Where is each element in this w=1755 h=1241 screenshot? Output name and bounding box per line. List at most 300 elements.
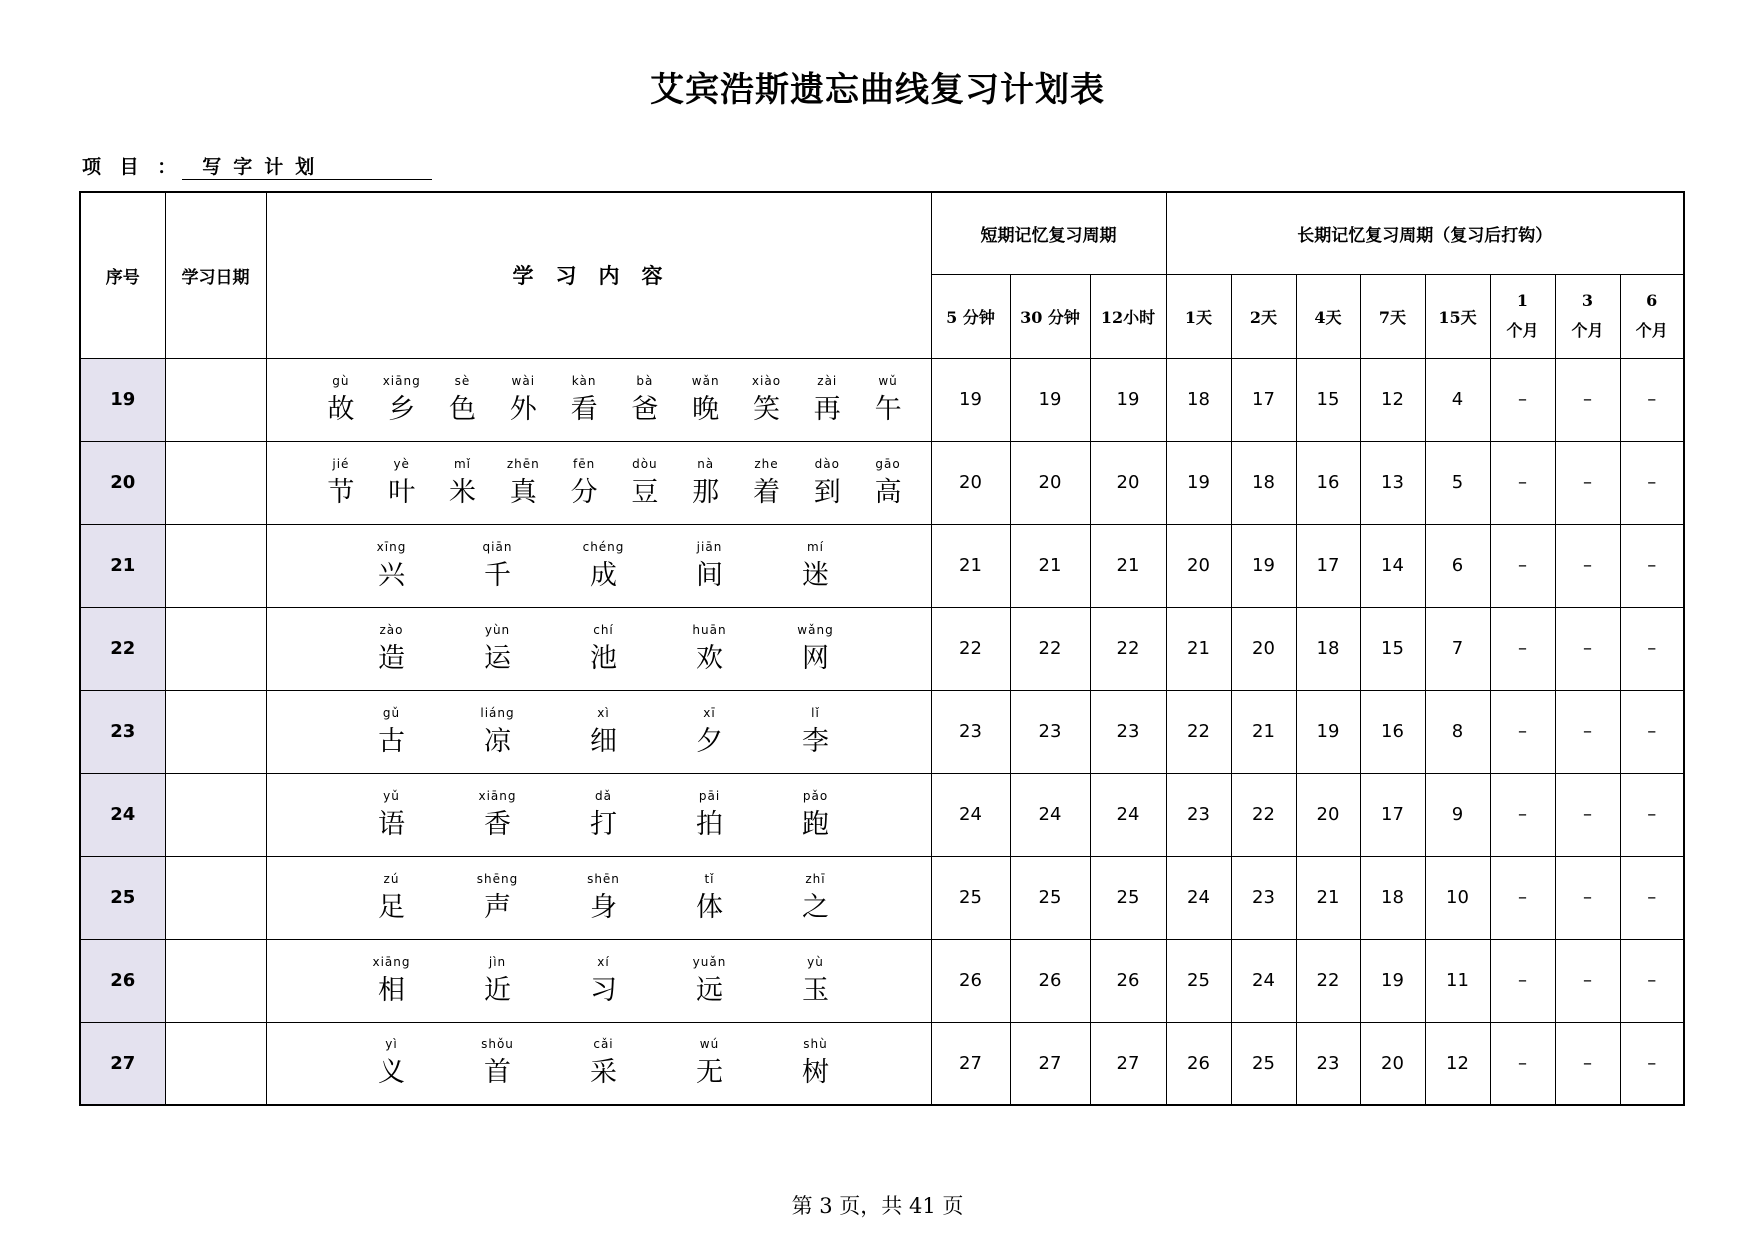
long-review-cell[interactable]: –: [1490, 607, 1555, 690]
long-review-cell[interactable]: 21: [1296, 856, 1360, 939]
row-seq: 27: [80, 1022, 165, 1105]
character-item: [551, 869, 657, 927]
row-study-date[interactable]: [165, 607, 266, 690]
character-item: [657, 786, 763, 844]
pinyin: xí: [597, 954, 610, 969]
pinyin: gù: [332, 373, 350, 388]
pinyin: shǒu: [481, 1037, 514, 1052]
character-item: [339, 1034, 445, 1092]
pinyin: dǎ: [595, 788, 612, 803]
hanzi: 采: [590, 1057, 617, 1089]
pinyin: liáng: [480, 705, 515, 720]
page-title: 艾宾浩斯遗忘曲线复习计划表: [650, 70, 1105, 110]
character-item: [371, 371, 432, 429]
row-study-date[interactable]: [165, 690, 266, 773]
hanzi: 凉: [484, 725, 511, 757]
long-review-cell[interactable]: 21: [1231, 690, 1296, 773]
character-item: [339, 537, 445, 595]
pinyin: wú: [699, 1037, 720, 1052]
character-item: [445, 537, 551, 595]
long-review-cell[interactable]: 24: [1231, 939, 1296, 1022]
short-review-cell[interactable]: 19: [1010, 358, 1090, 441]
short-review-cell[interactable]: 27: [1010, 1022, 1090, 1105]
header-long-day: 7天: [1360, 274, 1425, 358]
character-item: [493, 371, 554, 429]
character-item: [445, 1034, 551, 1092]
row-study-date[interactable]: [165, 1022, 266, 1105]
project-line: [82, 152, 432, 180]
character-item: [432, 454, 493, 512]
hanzi: 看: [570, 393, 598, 425]
row-seq: 25: [80, 856, 165, 939]
character-item: [657, 620, 763, 678]
character-item: [339, 869, 445, 927]
pinyin: yǔ: [383, 788, 400, 803]
pinyin: zhī: [805, 871, 826, 886]
character-item: [763, 620, 869, 678]
character-item: [763, 786, 869, 844]
character-item: [551, 786, 657, 844]
character-item: [339, 620, 445, 678]
hanzi: 打: [590, 808, 617, 840]
short-review-cell[interactable]: 19: [931, 358, 1010, 441]
hanzi: 古: [378, 725, 405, 757]
long-review-cell[interactable]: –: [1620, 856, 1684, 939]
character-item: [551, 620, 657, 678]
long-review-cell[interactable]: 18: [1296, 607, 1360, 690]
short-review-cell[interactable]: 20: [1010, 441, 1090, 524]
pinyin: yì: [385, 1037, 398, 1052]
row-study-date[interactable]: [165, 441, 266, 524]
hanzi: 爸: [631, 393, 659, 425]
short-review-cell[interactable]: 26: [931, 939, 1010, 1022]
hanzi: 色: [448, 393, 476, 425]
long-review-cell[interactable]: –: [1620, 524, 1684, 607]
long-review-cell[interactable]: 17: [1231, 358, 1296, 441]
hanzi: 午: [874, 393, 902, 425]
long-review-cell[interactable]: –: [1620, 773, 1684, 856]
hanzi: 无: [696, 1057, 723, 1089]
hanzi: 着: [752, 476, 780, 508]
pinyin: shù: [803, 1037, 828, 1052]
short-review-cell[interactable]: 23: [931, 690, 1010, 773]
hanzi: 兴: [378, 559, 405, 591]
row-seq: 21: [80, 524, 165, 607]
table-row: [80, 690, 1684, 773]
long-review-cell[interactable]: 23: [1166, 773, 1231, 856]
project-label: 项 目 ：: [82, 156, 183, 178]
long-review-cell[interactable]: 23: [1296, 1022, 1360, 1105]
hanzi: 故: [327, 393, 355, 425]
character-item: [551, 537, 657, 595]
pinyin: yuǎn: [692, 954, 727, 969]
header-short-term: 短期记忆复习周期: [931, 192, 1166, 274]
character-item: [657, 1034, 763, 1092]
long-review-cell[interactable]: 20: [1231, 607, 1296, 690]
pinyin: fēn: [572, 456, 596, 471]
long-review-cell[interactable]: 19: [1231, 524, 1296, 607]
long-review-cell[interactable]: 18: [1231, 441, 1296, 524]
row-seq: 23: [80, 690, 165, 773]
hanzi: 足: [378, 891, 405, 923]
row-study-date[interactable]: [165, 773, 266, 856]
pinyin: wài: [511, 373, 536, 388]
long-review-cell[interactable]: 12: [1360, 358, 1425, 441]
short-review-cell[interactable]: 23: [1090, 690, 1166, 773]
long-review-cell[interactable]: –: [1490, 358, 1555, 441]
hanzi: 造: [378, 642, 405, 674]
hanzi: 外: [509, 393, 537, 425]
table-row: [80, 939, 1684, 1022]
hanzi: 再: [813, 393, 841, 425]
character-item: [763, 1034, 869, 1092]
header-content: 学习内容: [266, 192, 931, 358]
hanzi: 夕: [696, 725, 723, 757]
character-item: [445, 703, 551, 761]
character-item: [675, 371, 736, 429]
pinyin: zào: [379, 622, 404, 637]
row-content: [266, 441, 931, 524]
row-seq: 24: [80, 773, 165, 856]
pinyin: sè: [454, 373, 471, 388]
row-seq: 19: [80, 358, 165, 441]
hanzi: 首: [484, 1057, 511, 1089]
character-item: [339, 952, 445, 1010]
long-review-cell[interactable]: 16: [1296, 441, 1360, 524]
pinyin: shēng: [476, 871, 519, 886]
long-review-cell[interactable]: 22: [1296, 939, 1360, 1022]
character-item: [797, 371, 858, 429]
long-review-cell[interactable]: 18: [1360, 856, 1425, 939]
character-item: [657, 703, 763, 761]
long-review-cell[interactable]: –: [1555, 524, 1620, 607]
long-review-cell[interactable]: 25: [1166, 939, 1231, 1022]
short-review-cell[interactable]: 25: [1010, 856, 1090, 939]
long-review-cell[interactable]: 15: [1296, 358, 1360, 441]
character-item: [445, 620, 551, 678]
pinyin: jìn: [488, 954, 507, 969]
hanzi: 身: [590, 891, 617, 923]
short-review-cell[interactable]: 21: [1010, 524, 1090, 607]
long-review-cell[interactable]: 23: [1231, 856, 1296, 939]
long-review-cell[interactable]: –: [1490, 441, 1555, 524]
hanzi: 豆: [631, 476, 659, 508]
pinyin: xiāng: [382, 373, 421, 388]
pinyin: lǐ: [811, 705, 820, 720]
long-review-cell[interactable]: –: [1620, 690, 1684, 773]
pinyin: xì: [597, 705, 610, 720]
hanzi: 分: [570, 476, 598, 508]
character-item: [445, 786, 551, 844]
character-item: [614, 454, 675, 512]
long-review-cell[interactable]: 4: [1425, 358, 1490, 441]
pinyin: mǐ: [453, 456, 471, 471]
hanzi: 习: [590, 974, 617, 1006]
long-review-cell[interactable]: 7: [1425, 607, 1490, 690]
long-review-cell[interactable]: –: [1555, 690, 1620, 773]
long-review-cell[interactable]: 15: [1360, 607, 1425, 690]
character-item: [554, 371, 615, 429]
long-review-cell[interactable]: –: [1620, 358, 1684, 441]
character-item: [736, 454, 797, 512]
character-item: [763, 537, 869, 595]
character-item: [675, 454, 736, 512]
long-review-cell[interactable]: 18: [1166, 358, 1231, 441]
pinyin: bà: [636, 373, 654, 388]
pinyin: dào: [814, 456, 840, 471]
pinyin: nà: [697, 456, 715, 471]
hanzi: 树: [802, 1057, 829, 1089]
long-review-cell[interactable]: –: [1555, 607, 1620, 690]
header-seq: 序号: [80, 192, 165, 358]
row-study-date[interactable]: [165, 524, 266, 607]
page-footer: 第 3 页，共 41 页: [791, 1194, 964, 1218]
long-review-cell[interactable]: 20: [1360, 1022, 1425, 1105]
character-item: [657, 952, 763, 1010]
long-review-cell[interactable]: –: [1555, 1022, 1620, 1105]
hanzi: 声: [484, 891, 511, 923]
hanzi: 真: [509, 476, 537, 508]
character-item: [445, 952, 551, 1010]
hanzi: 之: [802, 891, 829, 923]
row-content: [266, 607, 931, 690]
pinyin: tǐ: [704, 871, 715, 886]
pinyin: zhe: [754, 456, 779, 471]
table-row: [80, 1022, 1684, 1105]
row-content: [266, 690, 931, 773]
table-row: [80, 856, 1684, 939]
short-review-cell[interactable]: 23: [1010, 690, 1090, 773]
hanzi: 笑: [752, 393, 780, 425]
hanzi: 近: [484, 974, 511, 1006]
hanzi: 迷: [802, 559, 829, 591]
hanzi: 米: [448, 476, 476, 508]
long-review-cell[interactable]: 19: [1166, 441, 1231, 524]
header-short-period: 12小时: [1090, 274, 1166, 358]
pinyin: xī: [703, 705, 716, 720]
long-review-cell[interactable]: 16: [1360, 690, 1425, 773]
long-review-cell[interactable]: 8: [1425, 690, 1490, 773]
character-item: [339, 786, 445, 844]
row-content: [266, 939, 931, 1022]
hanzi: 细: [590, 725, 617, 757]
row-study-date[interactable]: [165, 939, 266, 1022]
short-review-cell[interactable]: 24: [931, 773, 1010, 856]
short-review-cell[interactable]: 20: [1090, 441, 1166, 524]
pinyin: pāi: [698, 788, 721, 803]
long-review-cell[interactable]: –: [1620, 939, 1684, 1022]
pinyin: gǔ: [382, 705, 401, 720]
long-review-cell[interactable]: 21: [1166, 607, 1231, 690]
short-review-cell[interactable]: 21: [931, 524, 1010, 607]
row-seq: 26: [80, 939, 165, 1022]
header-long-month: 1 个月: [1490, 274, 1555, 358]
long-review-cell[interactable]: –: [1555, 856, 1620, 939]
hanzi: 晚: [692, 393, 720, 425]
character-item: [657, 869, 763, 927]
hanzi: 千: [484, 559, 511, 591]
hanzi: 欢: [696, 642, 723, 674]
pinyin: kàn: [571, 373, 597, 388]
long-review-cell[interactable]: 22: [1231, 773, 1296, 856]
pinyin: zú: [383, 871, 400, 886]
character-item: [445, 869, 551, 927]
pinyin: yù: [807, 954, 824, 969]
long-review-cell[interactable]: –: [1555, 773, 1620, 856]
short-review-cell[interactable]: 25: [931, 856, 1010, 939]
header-long-month: 6 个月: [1620, 274, 1684, 358]
pinyin: qiān: [482, 539, 513, 554]
pinyin: zhēn: [506, 456, 540, 471]
row-content: [266, 358, 931, 441]
hanzi: 体: [696, 891, 723, 923]
pinyin: wǎn: [691, 373, 720, 388]
long-review-cell[interactable]: 17: [1360, 773, 1425, 856]
long-review-cell[interactable]: 17: [1296, 524, 1360, 607]
short-review-cell[interactable]: 22: [1090, 607, 1166, 690]
pinyin: wǎng: [797, 622, 834, 637]
hanzi: 李: [802, 725, 829, 757]
header-short-period: 5 分钟: [931, 274, 1010, 358]
long-review-cell[interactable]: –: [1490, 1022, 1555, 1105]
character-item: [614, 371, 675, 429]
short-review-cell[interactable]: 26: [1090, 939, 1166, 1022]
pinyin: huān: [692, 622, 727, 637]
long-review-cell[interactable]: –: [1620, 441, 1684, 524]
character-item: [551, 1034, 657, 1092]
long-review-cell[interactable]: –: [1490, 524, 1555, 607]
character-item: [339, 703, 445, 761]
pinyin: xiào: [751, 373, 782, 388]
long-review-cell[interactable]: 19: [1296, 690, 1360, 773]
review-plan-table: [79, 191, 1685, 1106]
long-review-cell[interactable]: –: [1490, 690, 1555, 773]
table-row: [80, 358, 1684, 441]
table-row: [80, 773, 1684, 856]
header-short-period: 30 分钟: [1010, 274, 1090, 358]
long-review-cell[interactable]: –: [1490, 856, 1555, 939]
pinyin: yùn: [484, 622, 511, 637]
character-item: [763, 703, 869, 761]
short-review-cell[interactable]: 20: [931, 441, 1010, 524]
hanzi: 间: [696, 559, 723, 591]
long-review-cell[interactable]: 25: [1231, 1022, 1296, 1105]
pinyin: xiāng: [478, 788, 517, 803]
long-review-cell[interactable]: –: [1490, 939, 1555, 1022]
long-review-cell[interactable]: 20: [1166, 524, 1231, 607]
short-review-cell[interactable]: 22: [931, 607, 1010, 690]
long-review-cell[interactable]: 6: [1425, 524, 1490, 607]
pinyin: chéng: [582, 539, 625, 554]
header-long-day: 1天: [1166, 274, 1231, 358]
long-review-cell[interactable]: –: [1620, 607, 1684, 690]
hanzi: 成: [590, 559, 617, 591]
row-seq: 20: [80, 441, 165, 524]
row-study-date[interactable]: [165, 358, 266, 441]
short-review-cell[interactable]: 24: [1010, 773, 1090, 856]
header-long-day: 2天: [1231, 274, 1296, 358]
pinyin: xiāng: [372, 954, 411, 969]
long-review-cell[interactable]: 13: [1360, 441, 1425, 524]
long-review-cell[interactable]: 20: [1296, 773, 1360, 856]
row-content: [266, 1022, 931, 1105]
long-review-cell[interactable]: 10: [1425, 856, 1490, 939]
long-review-cell[interactable]: –: [1620, 1022, 1684, 1105]
short-review-cell[interactable]: 27: [1090, 1022, 1166, 1105]
character-item: [554, 454, 615, 512]
pinyin: yè: [393, 456, 410, 471]
pinyin: wǔ: [878, 373, 898, 388]
long-review-cell[interactable]: –: [1555, 939, 1620, 1022]
long-review-cell[interactable]: 19: [1360, 939, 1425, 1022]
long-review-cell[interactable]: –: [1490, 773, 1555, 856]
long-review-cell[interactable]: 22: [1166, 690, 1231, 773]
header-long-month: 3 个月: [1555, 274, 1620, 358]
short-review-cell[interactable]: 26: [1010, 939, 1090, 1022]
long-review-cell[interactable]: –: [1555, 441, 1620, 524]
short-review-cell[interactable]: 27: [931, 1022, 1010, 1105]
short-review-cell[interactable]: 21: [1090, 524, 1166, 607]
character-item: [763, 869, 869, 927]
row-seq: 22: [80, 607, 165, 690]
hanzi: 运: [484, 642, 511, 674]
short-review-cell[interactable]: 19: [1090, 358, 1166, 441]
character-item: [311, 454, 372, 512]
pinyin: mí: [806, 539, 825, 554]
row-content: [266, 524, 931, 607]
hanzi: 相: [378, 974, 405, 1006]
table-row: [80, 524, 1684, 607]
pinyin: jié: [332, 456, 350, 471]
hanzi: 高: [874, 476, 902, 508]
hanzi: 远: [696, 974, 723, 1006]
long-review-cell[interactable]: 14: [1360, 524, 1425, 607]
long-review-cell[interactable]: 26: [1166, 1022, 1231, 1105]
character-item: [432, 371, 493, 429]
hanzi: 香: [484, 808, 511, 840]
hanzi: 网: [802, 642, 829, 674]
hanzi: 叶: [388, 476, 416, 508]
pinyin: dòu: [632, 456, 658, 471]
character-item: [493, 454, 554, 512]
character-item: [797, 454, 858, 512]
table-row: [80, 607, 1684, 690]
long-review-cell[interactable]: 5: [1425, 441, 1490, 524]
row-study-date[interactable]: [165, 856, 266, 939]
long-review-cell[interactable]: 9: [1425, 773, 1490, 856]
hanzi: 节: [327, 476, 355, 508]
header-long-day: 15天: [1425, 274, 1490, 358]
character-item: [736, 371, 797, 429]
hanzi: 跑: [802, 808, 829, 840]
short-review-cell[interactable]: 24: [1090, 773, 1166, 856]
long-review-cell[interactable]: 11: [1425, 939, 1490, 1022]
short-review-cell[interactable]: 25: [1090, 856, 1166, 939]
long-review-cell[interactable]: –: [1555, 358, 1620, 441]
character-item: [311, 371, 372, 429]
table-row: [80, 441, 1684, 524]
hanzi: 池: [590, 642, 617, 674]
project-value: 写字计划: [182, 152, 432, 180]
hanzi: 拍: [696, 808, 723, 840]
hanzi: 义: [378, 1057, 405, 1089]
long-review-cell[interactable]: 12: [1425, 1022, 1490, 1105]
header-long-day: 4天: [1296, 274, 1360, 358]
character-item: [858, 454, 919, 512]
long-review-cell[interactable]: 24: [1166, 856, 1231, 939]
character-item: [763, 952, 869, 1010]
short-review-cell[interactable]: 22: [1010, 607, 1090, 690]
